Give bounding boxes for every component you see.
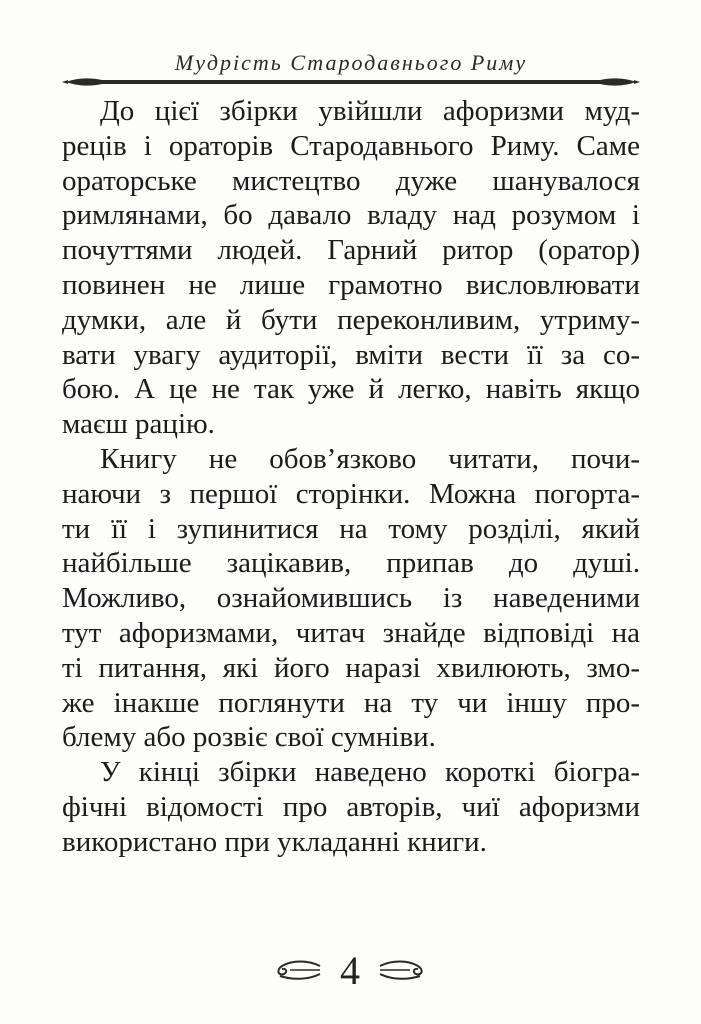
text-line: найбільше зацікавив, припав до душі. bbox=[62, 547, 640, 580]
text-line: ти її і зупинитися на тому розділі, який bbox=[62, 512, 640, 545]
body-text bbox=[62, 94, 640, 860]
paragraph-1 bbox=[62, 94, 640, 442]
text-line: реців і ораторів Стародавнього Риму. Саме bbox=[62, 129, 640, 162]
text-line: бою. А це не так уже й легко, навіть якщо bbox=[62, 373, 640, 406]
text-line: маєш рацію. bbox=[62, 408, 215, 441]
text-line: ораторське мистецтво дуже шанувалося bbox=[62, 164, 640, 197]
text-line: фічні відомості про авторів, чиї афоризми bbox=[62, 790, 640, 823]
text-line: блему або розвіє свої сумніви. bbox=[62, 721, 436, 754]
flourish-right-icon bbox=[376, 956, 432, 986]
page-number: 4 bbox=[340, 948, 360, 993]
text-line: ті питання, які його наразі хвилюють, змо- bbox=[62, 651, 640, 684]
text-line: римлянами, бо давало владу над розумом і bbox=[62, 199, 640, 232]
text-line: наючи з першої сторінки. Можна погорта- bbox=[62, 477, 640, 510]
text-line: почуттями людей. Гарний ритор (оратор) bbox=[62, 234, 640, 267]
page-footer bbox=[0, 946, 701, 996]
flourish-left-icon bbox=[268, 956, 324, 986]
text-line: вати увагу аудиторії, вміти вести її за со- bbox=[62, 338, 640, 371]
paragraph-3 bbox=[62, 755, 640, 859]
running-head: Мудрість Стародавнього Риму bbox=[174, 50, 528, 75]
text-line: До цієї збірки увійшли афоризми муд- bbox=[100, 95, 640, 127]
text-line: тут афоризмами, читач знайде відповіді на bbox=[62, 616, 640, 649]
text-line: Книгу не обов’язково читати, почи- bbox=[100, 442, 640, 475]
paragraph-2 bbox=[62, 442, 640, 755]
text-line: повинен не лише грамотно висловлювати bbox=[62, 268, 640, 301]
text-line: Можливо, ознайомившись із наведеними bbox=[62, 582, 640, 615]
text-line: У кінці збірки наведено короткі біогра- bbox=[100, 756, 640, 789]
header-rule-ornament bbox=[62, 74, 640, 90]
text-line: же інакше поглянути на ту чи іншу про- bbox=[62, 686, 640, 719]
text-line: використано при укладанні книги. bbox=[62, 825, 487, 858]
text-line: думки, але й бути переконливим, утриму- bbox=[62, 303, 640, 336]
